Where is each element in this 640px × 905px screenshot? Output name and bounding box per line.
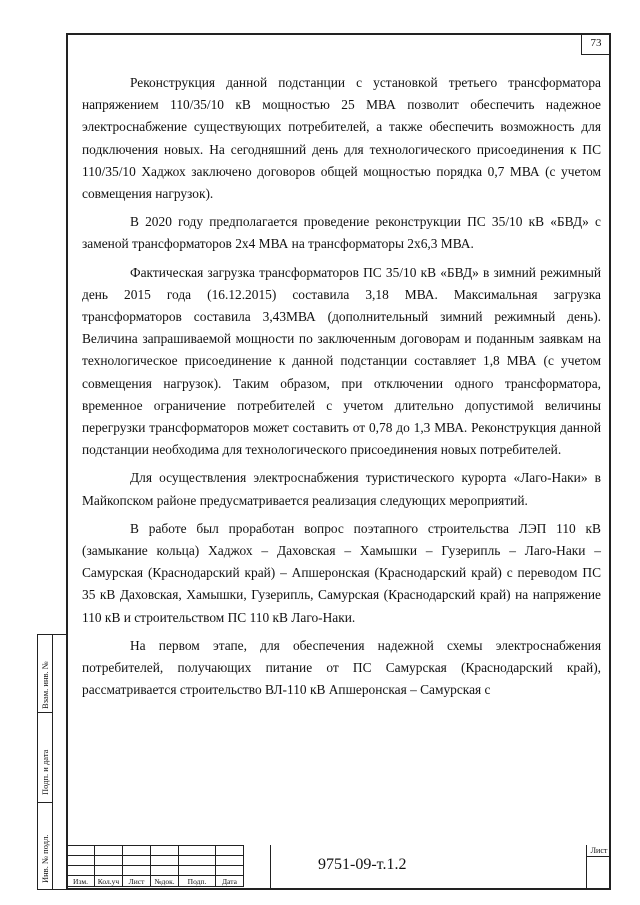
document-code: 9751-09-т.1.2 xyxy=(318,856,407,873)
revision-table xyxy=(66,845,245,887)
paragraph: На первом этапе, для обеспечения надежной схемы электроснабжения потребителей, получающих питание от ПС Самурская (Краснодарский край), рассматривается строительство ВЛ-110 кВ Апшеронская – Самурская с xyxy=(82,637,601,698)
side-cell-podp xyxy=(38,713,52,803)
hdr-list: Лист xyxy=(123,876,151,887)
vzam-label: Взам. инв. № xyxy=(40,661,50,709)
podp-label: Подп. и дата xyxy=(40,749,50,795)
hdr-podp: Подп. xyxy=(179,876,216,887)
document-body xyxy=(82,72,601,707)
side-cell-vzam xyxy=(38,635,52,713)
paragraph: Реконструкция данной подстанции с установкой третьего трансформатора напряжением 110/35/10 кВ мощностью 25 МВА позволит обеспечить надежное электроснабжение существующих потребителей, а также обеспечить возможность для подключения новых. На сегодняшний день для технологического присоединения к ПС 110/35/10 Хаджох заключено договоров общей мощностью порядка 0,7 МВА (с учетом совмещения нагрузок). xyxy=(82,75,601,202)
side-stamp xyxy=(37,634,66,890)
paragraph: В работе был проработан вопрос поэтапного строительства ЛЭП 110 кВ (замыкание кольца) Хаджох – Даховская – Хамышки – Гузерипль – Лаго-Наки – Самурская (Краснодарский край) – Апшеронская (Краснодарский край) с переводом ПС 35 кВ Даховская, Хамышки, Гузерипль, Самурская (Краснодарский край) на напряжение 110 кВ и строительством ПС 110 кВ Лаго-Наки. xyxy=(82,520,601,625)
page-number: 73 xyxy=(581,33,611,55)
paragraph: Фактическая загрузка трансформаторов ПС 35/10 кВ «БВД» в зимний режимный день 2015 года (16.12.2015) составила 3,18 МВА. Максимальная загрузка трансформаторов составила 3,43МВА (дополнительный зимний режимный день). Величина запрашиваемой мощности по заключенным договорам и поданным заявкам на технологическое присоединение к данной подстанции составляет 1,8 МВА (с учетом совмещения нагрузок). Таким образом, при отключении одного трансформатора, временное ограничение потребителей с учетом длительно допустимой величины перегрузки трансформаторов может составить от 0,78 до 1,3 МВА. Реконструкция данной подстанции необходима для технологического присоединения новых потребителей. xyxy=(82,264,601,458)
hdr-ndok: №док. xyxy=(151,876,179,887)
side-stamp-divider xyxy=(52,635,53,889)
paragraph: В 2020 году предполагается проведение реконструкции ПС 35/10 кВ «БВД» с заменой трансформаторов 2х4 МВА на трансформаторы 2х6,3 МВА. xyxy=(82,214,601,252)
paragraph: Для осуществления электроснабжения туристического курорта «Лаго-Наки» в Майкопском районе предусматривается реализация следующих мероприятий. xyxy=(82,470,601,508)
sheet-field xyxy=(586,845,611,890)
hdr-kolouch: Кол.уч xyxy=(95,876,123,887)
hdr-izm: Изм. xyxy=(67,876,95,887)
side-cell-inv xyxy=(38,803,52,889)
inv-label: Инв. № подл. xyxy=(40,834,50,883)
hdr-data: Дата xyxy=(216,876,244,887)
sheet-label: Лист xyxy=(587,845,611,857)
